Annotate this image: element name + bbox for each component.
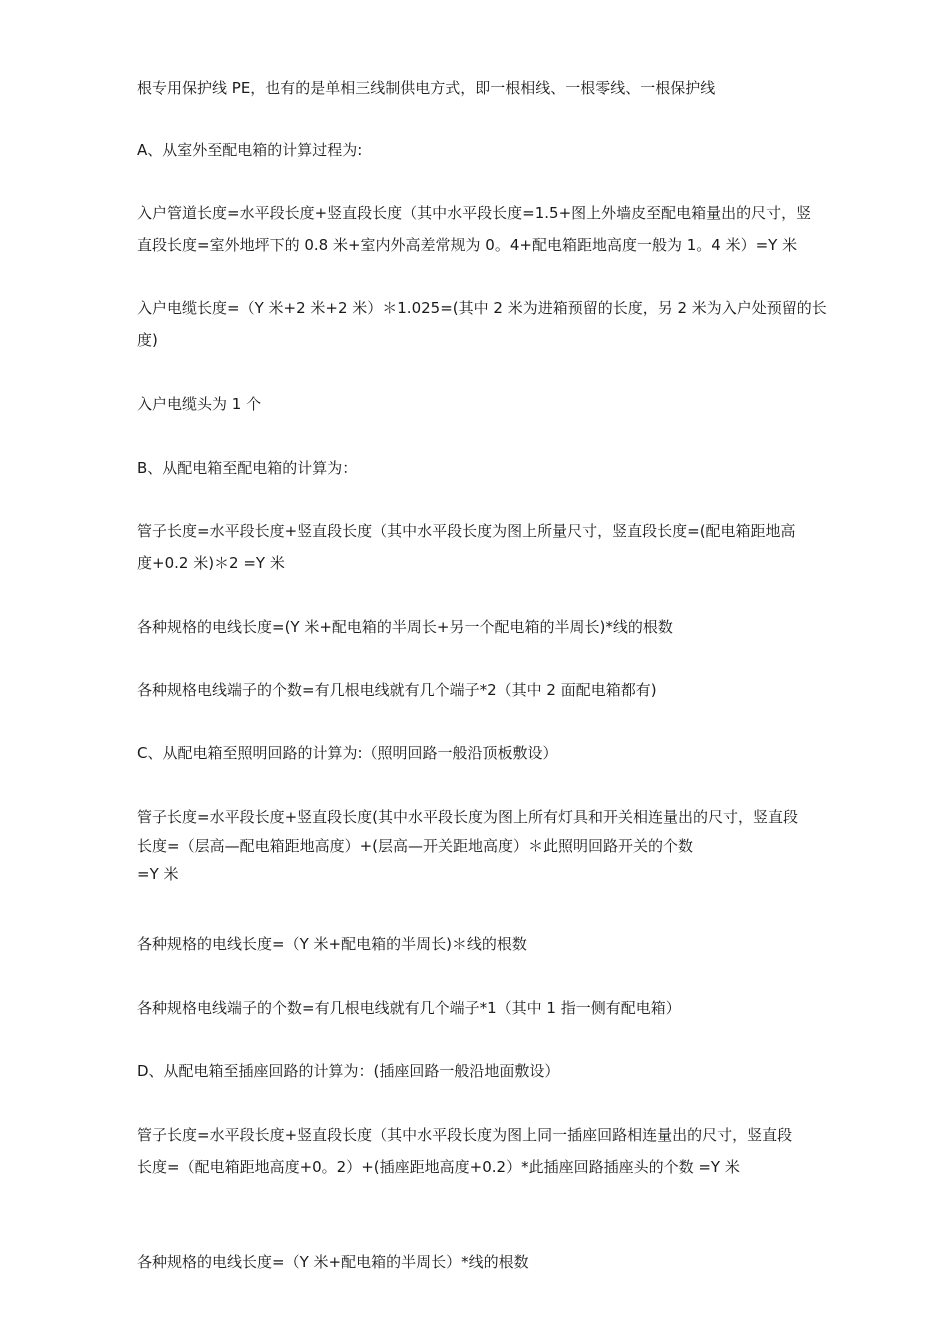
text-line: 直段长度=室外地坪下的 0.8 米+室内外高差常规为 0。4+配电箱距地高度一般为 1。4 米）=Y 米 (137, 236, 798, 254)
text-line: 度+0.2 米)＊2 =Y 米 (137, 554, 285, 572)
paragraph-8 (137, 611, 867, 643)
text-line: 入户电缆长度=（Y 米+2 米+2 米）＊1.025=(其中 2 米为进箱预留的长度，另 2 米为入户处预留的长 (137, 299, 827, 317)
text-line: 入户电缆头为 1 个 (137, 395, 262, 413)
text-line: 各种规格电线端子的个数=有几根电线就有几个端子*1（其中 1 指一侧有配电箱） (137, 999, 681, 1017)
text-line: 长度=（层高—配电箱距地高度）+(层高—开关距地高度）＊此照明回路开关的个数 (137, 837, 693, 855)
paragraph-16 (137, 1246, 867, 1278)
paragraph-5 (137, 388, 867, 420)
paragraph-7 (137, 515, 867, 579)
paragraph-10 (137, 737, 867, 769)
paragraph-9 (137, 674, 867, 706)
text-line: 各种规格电线端子的个数=有几根电线就有几个端子*2（其中 2 面配电箱都有) (137, 681, 657, 699)
paragraph-14 (137, 1055, 867, 1087)
text-line: 长度=（配电箱距地高度+0。2）+(插座距地高度+0.2）*此插座回路插座头的个数 =Y 米 (137, 1158, 740, 1176)
text-line: 管子长度=水平段长度+竖直段长度（其中水平段长度为图上所量尺寸，竖直段长度=(配电箱距地高 (137, 522, 796, 540)
paragraph-11 (137, 801, 867, 889)
text-line: B、从配电箱至配电箱的计算为： (137, 459, 358, 477)
paragraph-4 (137, 292, 867, 356)
text-line: 入户管道长度=水平段长度+竖直段长度（其中水平段长度=1.5+图上外墙皮至配电箱量出的尺寸，竖 (137, 204, 812, 222)
text-line: 各种规格的电线长度=（Y 米+配电箱的半周长）*线的根数 (137, 1253, 529, 1271)
paragraph-2 (137, 134, 867, 166)
paragraph-12 (137, 928, 867, 960)
text-line: D、从配电箱至插座回路的计算为：(插座回路一般沿地面敷设） (137, 1062, 560, 1080)
text-line: 各种规格的电线长度=（Y 米+配电箱的半周长)＊线的根数 (137, 935, 527, 953)
paragraph-1 (137, 72, 867, 104)
text-line: =Y 米 (137, 865, 179, 883)
paragraph-3 (137, 197, 867, 261)
text-line: C、从配电箱至照明回路的计算为:（照明回路一般沿顶板敷设） (137, 744, 558, 762)
paragraph-6 (137, 452, 867, 484)
paragraph-13 (137, 992, 867, 1024)
text-line: 管子长度=水平段长度+竖直段长度(其中水平段长度为图上所有灯具和开关相连量出的尺寸，竖直段 (137, 808, 798, 826)
paragraph-15 (137, 1119, 867, 1183)
text-line: 度) (137, 331, 158, 349)
text-line: 各种规格的电线长度=(Y 米+配电箱的半周长+另一个配电箱的半周长)*线的根数 (137, 618, 673, 636)
text-line: 管子长度=水平段长度+竖直段长度（其中水平段长度为图上同一插座回路相连量出的尺寸，竖直段 (137, 1126, 793, 1144)
text-line: A、从室外至配电箱的计算过程为: (137, 141, 363, 159)
text-line: 根专用保护线 PE，也有的是单相三线制供电方式，即一根相线、一根零线、一根保护线 (137, 79, 716, 97)
